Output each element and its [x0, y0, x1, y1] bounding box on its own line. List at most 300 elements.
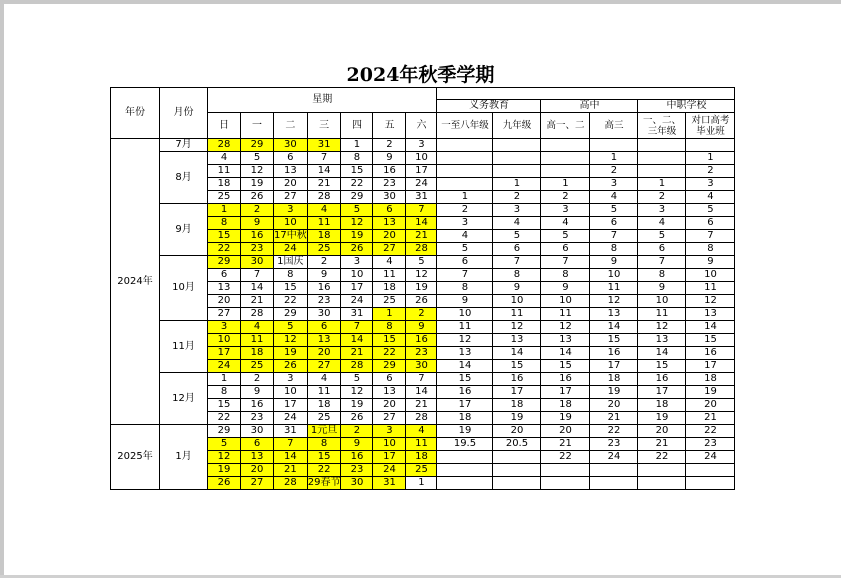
- day-cell: 15: [373, 334, 406, 347]
- teaching-week-cell-h12: 14: [541, 347, 590, 360]
- day-cell: 5: [406, 256, 437, 269]
- teaching-week-cell-va: 9: [638, 282, 686, 295]
- teaching-week-cell-h3: 15: [590, 334, 638, 347]
- day-cell: 18: [307, 230, 341, 243]
- day-cell: 5: [208, 438, 241, 451]
- teaching-week-cell-vb: 1: [686, 152, 735, 165]
- day-cell: 2: [406, 308, 437, 321]
- day-cell: 16: [241, 230, 274, 243]
- day-cell: 13: [373, 386, 406, 399]
- day-cell: 16: [307, 282, 341, 295]
- day-cell: 26: [406, 295, 437, 308]
- day-cell: 21: [406, 399, 437, 412]
- teaching-week-cell-g9: 13: [493, 334, 541, 347]
- teaching-week-cell-h12: 20: [541, 425, 590, 438]
- teaching-week-cell-h3: 8: [590, 243, 638, 256]
- day-cell: 23: [307, 295, 341, 308]
- teaching-week-cell-va: 1: [638, 178, 686, 191]
- day-cell: 23: [241, 243, 274, 256]
- day-cell: 13: [241, 451, 274, 464]
- day-cell: 1国庆: [274, 256, 308, 269]
- teaching-week-cell-g18: 4: [437, 230, 493, 243]
- school-calendar-table: [110, 87, 735, 490]
- teaching-week-cell-h12: 9: [541, 282, 590, 295]
- day-cell: 20: [373, 230, 406, 243]
- teaching-week-cell-h12: [541, 139, 590, 152]
- weekday-mon: 一: [241, 113, 274, 139]
- teaching-week-cell-h12: 17: [541, 386, 590, 399]
- day-cell: 16: [406, 334, 437, 347]
- day-cell: 20: [241, 464, 274, 477]
- day-cell: 24: [341, 295, 373, 308]
- day-cell: 17: [341, 282, 373, 295]
- teaching-week-cell-g18: 17: [437, 399, 493, 412]
- day-cell: 31: [341, 308, 373, 321]
- vocational-header: 中职学校: [638, 100, 735, 113]
- teaching-week-cell-va: 7: [638, 256, 686, 269]
- weekday-thu: 四: [341, 113, 373, 139]
- day-cell: 1元旦: [307, 425, 341, 438]
- teaching-week-cell-va: 19: [638, 412, 686, 425]
- day-cell: 22: [208, 243, 241, 256]
- teaching-week-cell-va: 10: [638, 295, 686, 308]
- teaching-week-cell-h12: 1: [541, 178, 590, 191]
- day-cell: 29: [274, 308, 308, 321]
- calendar-week-row: [111, 152, 735, 165]
- day-cell: 1: [373, 308, 406, 321]
- day-cell: 2: [373, 139, 406, 152]
- day-cell: 20: [307, 347, 341, 360]
- day-cell: 10: [274, 386, 308, 399]
- day-cell: 6: [373, 204, 406, 217]
- teaching-week-cell-vb: 24: [686, 451, 735, 464]
- teaching-week-cell-g18: 3: [437, 217, 493, 230]
- month-cell: 8月: [160, 152, 208, 204]
- day-cell: 27: [307, 360, 341, 373]
- teaching-week-cell-h12: 21: [541, 438, 590, 451]
- day-cell: 12: [341, 386, 373, 399]
- teaching-week-cell-g18: 1: [437, 191, 493, 204]
- teaching-week-cell-vb: 15: [686, 334, 735, 347]
- day-cell: 4: [406, 425, 437, 438]
- day-cell: 20: [373, 399, 406, 412]
- teaching-week-cell-vb: 6: [686, 217, 735, 230]
- teaching-week-cell-g9: 18: [493, 399, 541, 412]
- teaching-week-cell-g9: 20.5: [493, 438, 541, 451]
- day-cell: 3: [406, 139, 437, 152]
- day-cell: 18: [406, 451, 437, 464]
- weekday-tue: 二: [274, 113, 308, 139]
- teaching-week-cell-h12: 7: [541, 256, 590, 269]
- day-cell: 22: [341, 178, 373, 191]
- day-cell: 29春节: [307, 477, 341, 488]
- day-cell: 14: [274, 451, 308, 464]
- day-cell: 24: [274, 243, 308, 256]
- day-cell: 29: [341, 191, 373, 204]
- teaching-week-cell-va: [638, 477, 686, 490]
- teaching-week-cell-h3: 9: [590, 256, 638, 269]
- day-cell: 27: [274, 191, 308, 204]
- weekday-sat: 六: [406, 113, 437, 139]
- teaching-week-cell-va: 13: [638, 334, 686, 347]
- day-cell: 3: [341, 256, 373, 269]
- teaching-week-cell-g9: 14: [493, 347, 541, 360]
- day-cell: 11: [307, 386, 341, 399]
- teaching-week-cell-h3: 17: [590, 360, 638, 373]
- day-cell: 4: [373, 256, 406, 269]
- day-cell: 28: [406, 243, 437, 256]
- teaching-week-cell-h3: 18: [590, 373, 638, 386]
- page-title: 2024年秋季学期: [346, 64, 495, 86]
- teaching-week-cell-h12: 15: [541, 360, 590, 373]
- vocational-1-3-line1: 一、二、: [642, 114, 681, 126]
- teaching-week-cell-g18: 2: [437, 204, 493, 217]
- day-cell: 30: [241, 425, 274, 438]
- month-cell: 1月: [160, 425, 208, 490]
- teaching-week-cell-va: 15: [638, 360, 686, 373]
- day-cell: 6: [274, 152, 308, 165]
- teaching-week-cell-vb: 4: [686, 191, 735, 204]
- teaching-week-cell-vb: 10: [686, 269, 735, 282]
- high-1-2-header: 高一、二: [541, 113, 590, 139]
- day-cell: 4: [307, 373, 341, 386]
- teaching-week-cell-vb: 19: [686, 386, 735, 399]
- day-cell: 15: [341, 165, 373, 178]
- day-cell: 2: [307, 256, 341, 269]
- teaching-week-cell-h3: [590, 477, 638, 490]
- teaching-week-cell-vb: [686, 477, 735, 490]
- month-cell: 9月: [160, 204, 208, 256]
- teaching-week-cell-vb: 20: [686, 399, 735, 412]
- day-cell: 13: [373, 217, 406, 230]
- teaching-week-cell-va: 14: [638, 347, 686, 360]
- teaching-week-cell-vb: 9: [686, 256, 735, 269]
- teaching-week-cell-h3: 10: [590, 269, 638, 282]
- day-cell: 10: [341, 269, 373, 282]
- day-cell: 24: [373, 464, 406, 477]
- teaching-week-cell-vb: 18: [686, 373, 735, 386]
- day-cell: 23: [241, 412, 274, 425]
- day-cell: 14: [307, 165, 341, 178]
- teaching-week-cell-h12: 18: [541, 399, 590, 412]
- day-cell: 27: [208, 308, 241, 321]
- day-cell: 10: [406, 152, 437, 165]
- day-cell: 14: [341, 334, 373, 347]
- day-cell: 12: [208, 451, 241, 464]
- calendar-week-row: [111, 425, 735, 438]
- teaching-week-cell-va: 8: [638, 269, 686, 282]
- day-cell: 20: [208, 295, 241, 308]
- day-cell: 19: [406, 282, 437, 295]
- day-cell: 17: [274, 399, 308, 412]
- teaching-week-cell-h12: 22: [541, 451, 590, 464]
- day-cell: 5: [341, 204, 373, 217]
- day-cell: 30: [373, 191, 406, 204]
- day-cell: 8: [373, 321, 406, 334]
- year-cell: 2024年: [111, 139, 160, 425]
- teaching-week-cell-h3: 2: [590, 165, 638, 178]
- day-cell: 10: [274, 217, 308, 230]
- teaching-week-cell-g9: 15: [493, 360, 541, 373]
- day-cell: 30: [341, 477, 373, 490]
- day-cell: 3: [274, 373, 308, 386]
- teaching-week-cell-vb: 12: [686, 295, 735, 308]
- day-cell: 9: [373, 152, 406, 165]
- day-cell: 13: [208, 282, 241, 295]
- teaching-week-cell-h12: 8: [541, 269, 590, 282]
- week-header: 星期: [208, 88, 437, 113]
- teaching-week-cell-h3: 6: [590, 217, 638, 230]
- high-school-header: 高中: [541, 100, 638, 113]
- teaching-week-cell-g18: 16: [437, 386, 493, 399]
- teaching-week-cell-h3: 22: [590, 425, 638, 438]
- day-cell: 1: [208, 373, 241, 386]
- day-cell: 25: [241, 360, 274, 373]
- teaching-week-cell-h12: [541, 165, 590, 178]
- teaching-week-cell-g18: 5: [437, 243, 493, 256]
- day-cell: 27: [373, 243, 406, 256]
- day-cell: 4: [307, 204, 341, 217]
- day-cell: 29: [241, 139, 274, 152]
- teaching-week-cell-vb: 22: [686, 425, 735, 438]
- teaching-week-cell-va: 12: [638, 321, 686, 334]
- teaching-week-cell-va: 16: [638, 373, 686, 386]
- calendar-week-row: [111, 204, 735, 217]
- day-cell: 24: [274, 412, 308, 425]
- teaching-week-cell-va: [638, 165, 686, 178]
- vocational-exam-header: [686, 113, 735, 139]
- teaching-week-cell-h3: 4: [590, 191, 638, 204]
- day-cell: 29: [208, 256, 241, 269]
- month-cell: 10月: [160, 256, 208, 321]
- day-cell: 21: [241, 295, 274, 308]
- teaching-week-cell-g18: 15: [437, 373, 493, 386]
- day-cell: 18: [241, 347, 274, 360]
- day-cell: 12: [274, 334, 308, 347]
- teaching-week-cell-vb: 3: [686, 178, 735, 191]
- day-cell: 18: [208, 178, 241, 191]
- day-cell: 19: [208, 464, 241, 477]
- teaching-week-cell-g9: 1: [493, 178, 541, 191]
- day-cell: 31: [274, 425, 308, 438]
- day-cell: 16: [373, 165, 406, 178]
- teaching-week-cell-h3: 21: [590, 412, 638, 425]
- teaching-week-cell-g9: 5: [493, 230, 541, 243]
- day-cell: 6: [307, 321, 341, 334]
- day-cell: 28: [307, 191, 341, 204]
- day-cell: 8: [208, 217, 241, 230]
- day-cell: 28: [341, 360, 373, 373]
- day-cell: 6: [373, 373, 406, 386]
- teaching-week-cell-h3: [590, 139, 638, 152]
- month-cell: 12月: [160, 373, 208, 425]
- vocational-exam-line1: 对口高考: [691, 114, 730, 126]
- month-cell: 7月: [160, 139, 208, 152]
- day-cell: 11: [406, 438, 437, 451]
- day-cell: 10: [373, 438, 406, 451]
- teaching-week-cell-h12: 13: [541, 334, 590, 347]
- day-cell: 14: [241, 282, 274, 295]
- teaching-week-cell-vb: 17: [686, 360, 735, 373]
- day-cell: 14: [406, 386, 437, 399]
- day-cell: 1: [341, 139, 373, 152]
- teaching-week-cell-g18: 11: [437, 321, 493, 334]
- day-cell: 10: [208, 334, 241, 347]
- teaching-week-cell-g18: 12: [437, 334, 493, 347]
- teaching-week-cell-g18: 13: [437, 347, 493, 360]
- vocational-exam-line2: 毕业班: [696, 125, 725, 137]
- teaching-week-cell-h3: 14: [590, 321, 638, 334]
- day-cell: 11: [208, 165, 241, 178]
- teaching-week-cell-h12: [541, 477, 590, 490]
- teaching-week-cell-h12: [541, 152, 590, 165]
- teaching-week-cell-g9: [493, 139, 541, 152]
- teaching-week-cell-vb: 7: [686, 230, 735, 243]
- day-cell: 30: [274, 139, 308, 152]
- day-cell: 13: [307, 334, 341, 347]
- teaching-week-cell-va: 17: [638, 386, 686, 399]
- day-cell: 15: [307, 451, 341, 464]
- teaching-week-cell-h3: 20: [590, 399, 638, 412]
- day-cell: 6: [208, 269, 241, 282]
- day-cell: 9: [406, 321, 437, 334]
- teaching-week-cell-h3: 19: [590, 386, 638, 399]
- day-cell: 4: [241, 321, 274, 334]
- day-cell: 29: [208, 425, 241, 438]
- day-cell: 21: [307, 178, 341, 191]
- day-cell: 3: [208, 321, 241, 334]
- year-header: 年份: [111, 88, 160, 139]
- day-cell: 9: [241, 217, 274, 230]
- day-cell: 19: [274, 347, 308, 360]
- teaching-week-cell-g18: 8: [437, 282, 493, 295]
- day-cell: 6: [241, 438, 274, 451]
- day-cell: 2: [241, 373, 274, 386]
- teaching-week-cell-h12: 6: [541, 243, 590, 256]
- day-cell: 24: [208, 360, 241, 373]
- day-cell: 28: [406, 412, 437, 425]
- teaching-week-cell-g18: [437, 451, 493, 464]
- teaching-week-cell-va: 2: [638, 191, 686, 204]
- day-cell: 27: [373, 412, 406, 425]
- teaching-week-cell-g9: [493, 477, 541, 490]
- day-cell: 20: [274, 178, 308, 191]
- day-cell: 2: [241, 204, 274, 217]
- calendar-week-row: [111, 256, 735, 269]
- day-cell: 29: [373, 360, 406, 373]
- day-cell: 9: [241, 386, 274, 399]
- day-cell: 17中秋: [274, 230, 307, 241]
- day-cell: 28: [274, 477, 308, 490]
- teaching-week-cell-g9: [493, 464, 541, 477]
- teaching-week-cell-g9: 9: [493, 282, 541, 295]
- teaching-week-cell-vb: 21: [686, 412, 735, 425]
- teaching-week-cell-h12: [541, 464, 590, 477]
- teaching-week-cell-g18: 18: [437, 412, 493, 425]
- day-cell: 5: [241, 152, 274, 165]
- teaching-week-cell-vb: 13: [686, 308, 735, 321]
- day-cell: 3: [373, 425, 406, 438]
- calendar-week-row: [111, 321, 735, 334]
- day-cell: 18: [307, 399, 341, 412]
- header-blank: [437, 88, 735, 100]
- teaching-week-cell-g9: 19: [493, 412, 541, 425]
- day-cell: 31: [307, 139, 341, 152]
- day-cell: 15: [208, 230, 241, 243]
- weekday-sun: 日: [208, 113, 241, 139]
- teaching-week-cell-vb: 11: [686, 282, 735, 295]
- day-cell: 2: [341, 425, 373, 438]
- header-row-1: [111, 88, 735, 100]
- teaching-week-cell-vb: 5: [686, 204, 735, 217]
- teaching-week-cell-g18: 9: [437, 295, 493, 308]
- weekday-fri: 五: [373, 113, 406, 139]
- day-cell: 19: [341, 399, 373, 412]
- day-cell: 7: [274, 438, 308, 451]
- day-cell: 31: [406, 191, 437, 204]
- teaching-week-cell-g18: 19.5: [437, 438, 493, 451]
- day-cell: 22: [373, 347, 406, 360]
- teaching-week-cell-g9: [493, 152, 541, 165]
- teaching-week-cell-g9: 2: [493, 191, 541, 204]
- day-cell: 28: [208, 139, 241, 152]
- teaching-week-cell-g9: 4: [493, 217, 541, 230]
- day-cell: 16: [341, 451, 373, 464]
- teaching-week-cell-g18: [437, 139, 493, 152]
- teaching-week-cell-h3: [590, 464, 638, 477]
- teaching-week-cell-va: [638, 139, 686, 152]
- day-cell: 30: [241, 256, 274, 269]
- day-cell: 1: [406, 477, 437, 490]
- teaching-week-cell-g9: 17: [493, 386, 541, 399]
- day-cell: 5: [341, 373, 373, 386]
- teaching-week-cell-h12: 11: [541, 308, 590, 321]
- teaching-week-cell-va: 4: [638, 217, 686, 230]
- day-cell: 19: [341, 230, 373, 243]
- teaching-week-cell-va: [638, 464, 686, 477]
- day-cell: 26: [274, 360, 308, 373]
- day-cell: 31: [373, 477, 406, 490]
- grade-1-8-header: 一至八年级: [437, 113, 493, 139]
- day-cell: 24: [406, 178, 437, 191]
- day-cell: 23: [406, 347, 437, 360]
- vocational-1-3-header: [638, 113, 686, 139]
- day-cell: 25: [307, 243, 341, 256]
- teaching-week-cell-g18: [437, 152, 493, 165]
- day-cell: 21: [406, 230, 437, 243]
- day-cell: 8: [307, 438, 341, 451]
- high-3-header: 高三: [590, 113, 638, 139]
- day-cell: 25: [373, 295, 406, 308]
- teaching-week-cell-g9: 20: [493, 425, 541, 438]
- day-cell: 25: [307, 412, 341, 425]
- calendar-week-row: [111, 373, 735, 386]
- teaching-week-cell-g18: 14: [437, 360, 493, 373]
- teaching-week-cell-g18: 10: [437, 308, 493, 321]
- day-cell: 30: [406, 360, 437, 373]
- day-cell: 9: [307, 269, 341, 282]
- teaching-week-cell-h12: 12: [541, 321, 590, 334]
- day-cell: 23: [373, 178, 406, 191]
- teaching-week-cell-h3: 11: [590, 282, 638, 295]
- teaching-week-cell-va: 3: [638, 204, 686, 217]
- teaching-week-cell-h12: 4: [541, 217, 590, 230]
- day-cell: 12: [241, 165, 274, 178]
- teaching-week-cell-g18: 19: [437, 425, 493, 438]
- month-header: 月份: [160, 88, 208, 139]
- teaching-week-cell-va: 11: [638, 308, 686, 321]
- teaching-week-cell-g9: 3: [493, 204, 541, 217]
